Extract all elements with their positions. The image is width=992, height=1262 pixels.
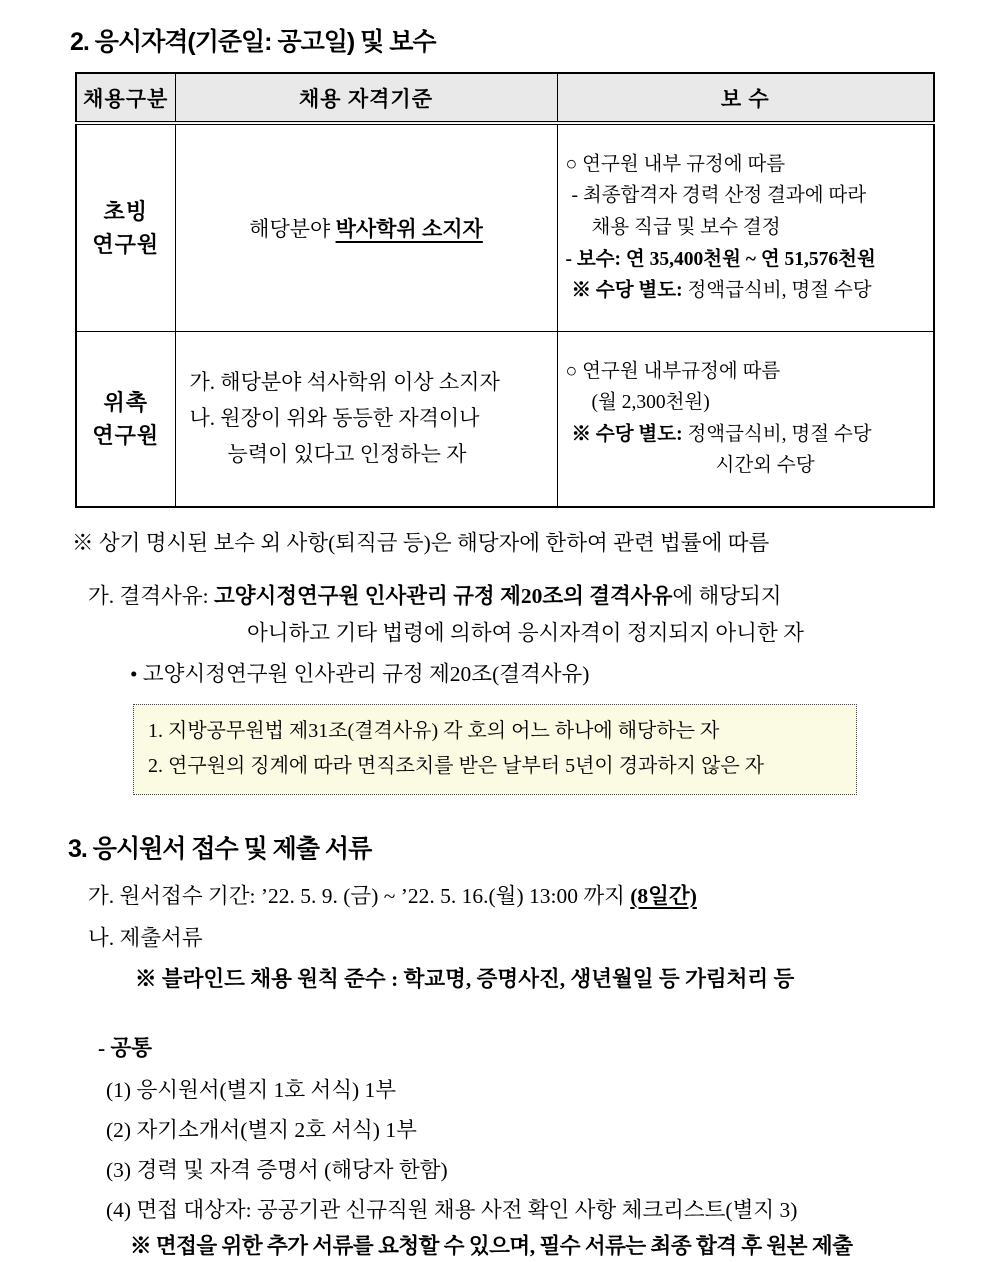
interview-docs-note: ※ 면접을 위한 추가 서류를 요청할 수 있으며, 필수 서류는 최종 합격 후 원본 제출 — [130, 1234, 853, 1258]
disqualification-box — [133, 704, 857, 795]
doc-item-3: (3) 경력 및 자격 증명서 (해당자 한함) — [106, 1158, 448, 1182]
header-pay: 보 수 — [557, 73, 934, 123]
box-item-1: 1. 지방공무원법 제31조(결격사유) 각 호의 어느 하나에 해당하는 자 — [148, 720, 720, 742]
pay-extra-note: ※ 상기 명시된 보수 외 사항(퇴직금 등)은 해당자에 한하여 관련 법률에 따름 — [72, 531, 770, 555]
doc-item-4: (4) 면접 대상자: 공공기관 신규직원 채용 사전 확인 사항 체크리스트(별지 3) — [106, 1198, 798, 1222]
phd-emphasis: 박사학위 소지자 — [335, 216, 483, 241]
qualification-cell: 해당분야 박사학위 소지자 — [175, 123, 557, 331]
submit-docs-label: 나. 제출서류 — [88, 926, 203, 950]
box-item-2: 2. 연구원의 징계에 따라 면직조치를 받은 날부터 5년이 경과하지 않은 자 — [148, 755, 764, 777]
receipt-period-line: 가. 원서접수 기간: ’22. 5. 9. (금) ~ ’22. 5. 16.(월) 13:00 까지 (8일간) — [88, 884, 697, 908]
blind-hiring-note: ※ 블라인드 채용 원칙 준수 : 학교명, 증명사진, 생년월일 등 가림처리 등 — [135, 967, 795, 991]
disqualification-clause-cont: 아니하고 기타 법령에 의하여 응시자격이 정지되지 아니한 자 — [247, 621, 804, 645]
table-header-row — [76, 73, 934, 123]
pay-cell: ○ 연구원 내부 규정에 따름 - 최종합격자 경력 산정 결과에 따라 채용 직급 및 보수 결정 - 보수: 연 35,400천원 ~ 연 51,576천원 ※ 수당 별도: 정액급식비, 명절 수당 — [557, 123, 934, 331]
table-row-invited-researcher — [76, 123, 934, 331]
category-cell: 위촉 연구원 — [76, 331, 175, 507]
section3-heading: 3. 응시원서 접수 및 제출 서류 — [68, 835, 372, 863]
section2-heading: 2. 응시자격(기준일: 공고일) 및 보수 — [70, 28, 436, 56]
header-qualification: 채용 자격기준 — [175, 73, 557, 123]
doc-item-1: (1) 응시원서(별지 1호 서식) 1부 — [106, 1078, 397, 1102]
eight-days-emphasis: (8일간) — [630, 884, 697, 908]
pay-cell: ○ 연구원 내부규정에 따름 (월 2,300천원) ※ 수당 별도: 정액급식비, 명절 수당 시간외 수당 — [557, 331, 934, 507]
regulation-bullet: • 고양시정연구원 인사관리 규정 제20조(결격사유) — [130, 662, 590, 686]
qualification-cell: 가. 해당분야 석사학위 이상 소지자 나. 원장이 위와 동등한 자격이나 능력이 있다고 인정하는 자 — [175, 331, 557, 507]
table-row-commissioned-researcher — [76, 331, 934, 507]
doc-item-2: (2) 자기소개서(별지 2호 서식) 1부 — [106, 1118, 417, 1142]
header-recruit-category: 채용구분 — [76, 73, 175, 123]
disqualification-clause: 가. 결격사유: 고양시정연구원 인사관리 규정 제20조의 결격사유에 해당되지 — [88, 584, 782, 608]
salary-table — [75, 72, 935, 508]
common-docs-label: - 공통 — [98, 1036, 153, 1060]
category-cell: 초빙 연구원 — [76, 123, 175, 331]
